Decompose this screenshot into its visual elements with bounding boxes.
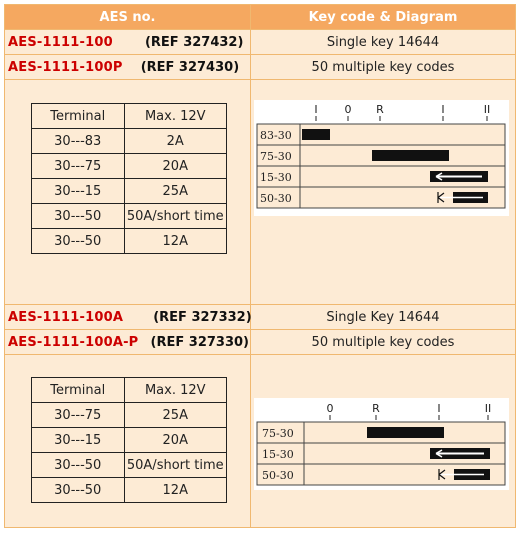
switch-diagram	[254, 398, 509, 490]
spec-amps: 50A/short time	[124, 204, 227, 229]
spec-amps: 50A/short time	[124, 453, 227, 478]
product-ref: (REF 327332)	[153, 309, 252, 325]
switch-diagram	[254, 100, 509, 216]
spec-terminal: 30---50	[32, 453, 125, 478]
product-ref: (REF 327430)	[140, 59, 240, 75]
contact-bar	[367, 427, 444, 438]
product-table	[4, 4, 516, 528]
product-ref: (REF 327330)	[150, 334, 249, 350]
product-row-name	[5, 330, 251, 355]
position-label: R	[376, 103, 384, 116]
aes-no-header: AES no.	[5, 5, 251, 30]
spec-terminal: 30---15	[32, 428, 125, 453]
spec-terminal: 30---83	[32, 129, 125, 154]
spec-amps: 12A	[124, 229, 227, 254]
product-desc: 50 multiple key codes	[251, 330, 516, 355]
spec-amps: 20A	[124, 428, 227, 453]
product-row-name	[5, 305, 251, 330]
spec-terminal: 30---75	[32, 403, 125, 428]
contact-bar	[302, 129, 330, 140]
row-label: 50-30	[262, 469, 294, 482]
row-label: 15-30	[260, 171, 292, 184]
product-ref: (REF 327432)	[144, 34, 244, 50]
product-code: AES-1111-100A-P	[8, 334, 139, 350]
contact-bar	[372, 150, 449, 161]
product-code: AES-1111-100	[8, 34, 113, 50]
position-label: I	[314, 103, 318, 116]
spec-amps: 25A	[124, 179, 227, 204]
spec-amps: 2A	[124, 129, 227, 154]
position-label: 0	[344, 103, 352, 116]
spec-amps: 25A	[124, 403, 227, 428]
diagram-cell	[251, 355, 516, 528]
spec-header-max: Max. 12V	[124, 104, 227, 129]
product-row-name	[5, 55, 251, 80]
row-label: 75-30	[260, 150, 292, 163]
spec-header-terminal: Terminal	[32, 378, 125, 403]
spec-header-max: Max. 12V	[124, 378, 227, 403]
spec-table	[31, 103, 227, 254]
position-label: II	[483, 103, 491, 116]
product-code: AES-1111-100A	[8, 309, 124, 325]
spec-terminal: 30---50	[32, 478, 125, 503]
position-label: II	[484, 402, 492, 415]
spec-table	[31, 377, 227, 503]
spec-terminal: 30---50	[32, 204, 125, 229]
product-row-name	[5, 30, 251, 55]
row-label: 15-30	[262, 448, 294, 461]
product-code: AES-1111-100P	[8, 59, 123, 75]
spec-terminal: 30---15	[32, 179, 125, 204]
spec-cell	[5, 80, 251, 305]
position-label: R	[372, 402, 380, 415]
diagram-cell	[251, 80, 516, 305]
spec-terminal: 30---50	[32, 229, 125, 254]
product-desc: Single Key 14644	[251, 305, 516, 330]
row-label: 50-30	[260, 192, 292, 205]
product-desc: Single key 14644	[251, 30, 516, 55]
spec-amps: 20A	[124, 154, 227, 179]
spec-terminal: 30---75	[32, 154, 125, 179]
row-label: 75-30	[262, 427, 294, 440]
spec-amps: 12A	[124, 478, 227, 503]
position-label: I	[441, 103, 445, 116]
row-label: 83-30	[260, 129, 292, 142]
position-label: I	[437, 402, 441, 415]
key-diagram-header: Key code & Diagram	[251, 5, 516, 30]
product-desc: 50 multiple key codes	[251, 55, 516, 80]
spec-cell	[5, 355, 251, 528]
spec-header-terminal: Terminal	[32, 104, 125, 129]
position-label: 0	[326, 402, 334, 415]
